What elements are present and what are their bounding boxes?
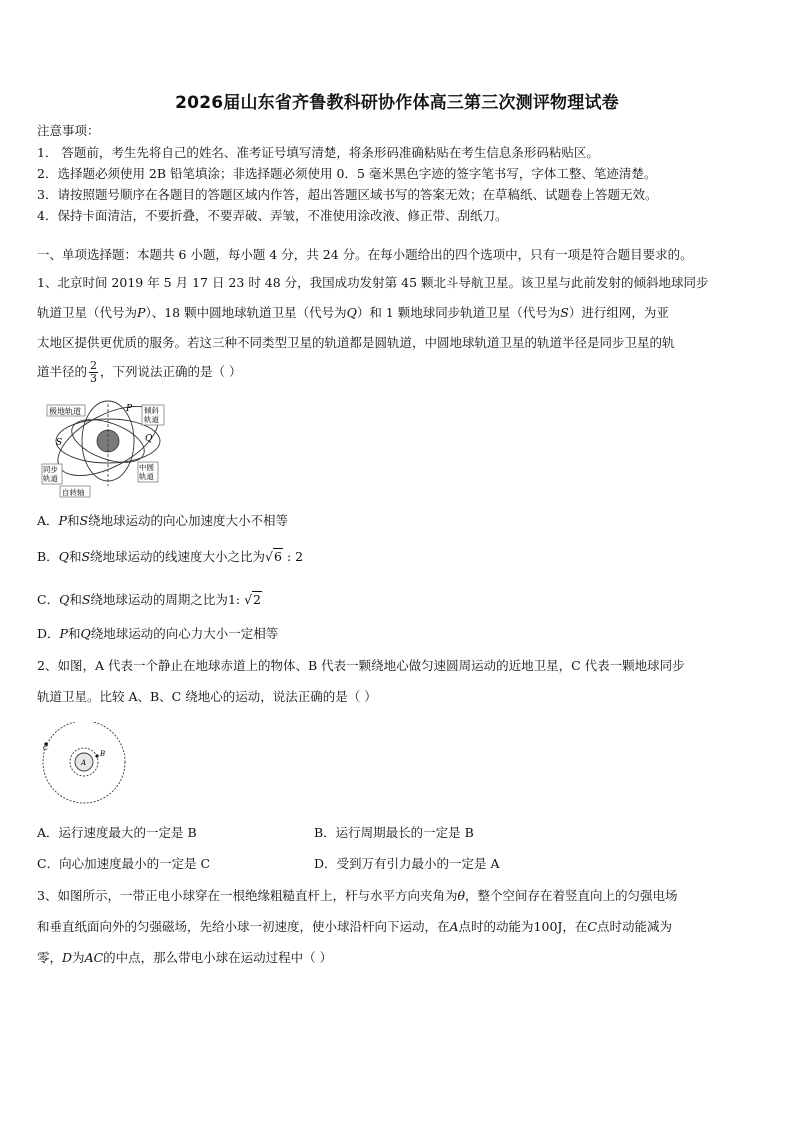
geo-label-2: 轨道 — [43, 474, 58, 483]
option-prefix: C． — [37, 592, 60, 607]
inclined-label-1: 倾斜 — [144, 406, 159, 415]
q3-text: 点时动能减为 — [597, 919, 673, 934]
q1-option-b[interactable] — [37, 547, 303, 565]
var-s: S — [81, 592, 91, 607]
q3-line-3 — [37, 948, 332, 966]
option-text: 和 — [67, 626, 81, 641]
var-q: Q — [58, 549, 69, 564]
q1-text: 轨道卫星（代号为 — [37, 305, 138, 320]
sqrt-sign: √ — [244, 592, 253, 607]
q3-text: 3、如图所示，一带正电小球穿在一根绝缘粗糙直杆上，杆与水平方向夹角为 — [37, 888, 458, 903]
inclined-label — [144, 405, 159, 424]
meo-label — [139, 462, 154, 481]
option-text: 和 — [66, 513, 80, 528]
q1-option-c[interactable] — [37, 590, 262, 608]
q1-text: ）进行组网，为亚 — [568, 305, 669, 320]
var-s: S — [81, 549, 91, 564]
q1-text: 道半径的 — [37, 364, 88, 379]
q1-line-4 — [37, 360, 242, 385]
meo-label-1: 中圆 — [139, 463, 154, 472]
option-text: 绕地球运动的向心加速度大小不相等 — [88, 513, 289, 528]
point-a: A — [449, 919, 459, 934]
option-text: 绕地球运动的线速度大小之比为 — [90, 549, 266, 564]
fraction-denominator: 3 — [90, 372, 98, 385]
polar-label: 极地轨道 — [49, 407, 81, 416]
inclined-label-2: 轨道 — [144, 415, 159, 424]
q1-text: ）和 1 颗地球同步轨道卫星（代号为 — [356, 305, 561, 320]
q3-text: ，整个空间存在着竖直向上的匀强电场 — [465, 888, 678, 903]
page-title: 2026届山东省齐鲁教科研协作体高三第三次测评物理试卷 — [175, 93, 619, 113]
note-item-2: 2．选择题必须使用 2B 铅笔填涂；非选择题必须使用 0．5 毫米黑色字迹的签字笔书写，字体工整、笔迹清楚。 — [37, 166, 657, 181]
notes-heading: 注意事项： — [37, 123, 100, 138]
q2-option-d[interactable]: D．受到万有引力最小的一定是 A — [314, 856, 500, 871]
option-text: : 2 — [282, 549, 304, 564]
note-item-3: 3．请按照题号顺序在各题目的答题区域内作答，超出答题区域书写的答案无效；在草稿纸、试题卷上答题无效。 — [37, 187, 658, 202]
q1-line-3: 太地区提供更优质的服务。若这三种不同类型卫星的轨道都是圆轨道，中圆地球轨道卫星的轨道半径是同步卫星的轨 — [37, 335, 675, 350]
section-header: 一、单项选择题：本题共 6 小题，每小题 4 分，共 24 分。在每小题给出的四个选项中，只有一项是符合题目要求的。 — [37, 247, 693, 262]
option-text: 1: — [227, 592, 245, 607]
note-item-1: 1． 答题前，考生先将自己的姓名、准考证号填写清楚，将条形码准确粘贴在考生信息条形码粘贴区。 — [37, 145, 599, 160]
satellite-b-icon — [95, 754, 98, 757]
sqrt-sign: √ — [265, 549, 274, 564]
q1-line-1: 1、北京时间 2019 年 5 月 17 日 23 时 48 分，我国成功发射第 45 颗北斗导航卫星。该卫星与此前发射的倾斜地球同步 — [37, 275, 709, 290]
s-label: S — [56, 438, 63, 448]
point-d: D — [62, 950, 73, 965]
q1-text: ，下列说法正确的是（ ） — [100, 364, 242, 379]
option-text: 绕地球运动的向心力大小一定相等 — [90, 626, 279, 641]
var-q: Q — [59, 592, 70, 607]
var-s: S — [560, 305, 569, 320]
var-theta: θ — [457, 888, 465, 903]
q2-option-c[interactable]: C．向心加速度最小的一定是 C — [37, 856, 211, 871]
q2-line-1: 2、如图，A 代表一个静止在地球赤道上的物体、B 代表一颗绕地心做匀速圆周运动的近地卫星，C 代表一颗地球同步 — [37, 658, 685, 673]
option-text: 和 — [68, 549, 82, 564]
axis-label: 自转轴 — [62, 488, 85, 497]
q2-option-b[interactable]: B．运行周期最长的一定是 B — [314, 825, 474, 840]
label-c: C — [43, 744, 49, 752]
q3-text: 为 — [72, 950, 85, 965]
q1-option-a[interactable] — [37, 511, 288, 529]
var-q: Q — [346, 305, 357, 320]
label-b: B — [100, 750, 106, 758]
label-a: A — [81, 759, 87, 767]
q2-option-a[interactable]: A．运行速度最大的一定是 B — [37, 825, 197, 840]
geo-label — [43, 464, 58, 483]
segment-ac: AC — [84, 950, 104, 965]
q1-line-2 — [37, 303, 669, 321]
q3-text: 的中点，那么带电小球在运动过程中（ ） — [103, 950, 333, 965]
note-item-4: 4．保持卡面清洁，不要折叠，不要弄破、弄皱，不准使用涂改液、修正带、刮纸刀。 — [37, 208, 508, 223]
orbit-diagram — [38, 398, 180, 500]
radicand: 2 — [253, 592, 261, 607]
option-prefix: A． — [37, 513, 59, 528]
p-label: P — [126, 404, 133, 414]
option-prefix: D． — [37, 626, 60, 641]
var-p: P — [59, 626, 68, 641]
option-text: 绕地球运动的周期之比为 — [90, 592, 228, 607]
var-p: P — [137, 305, 146, 320]
q3-line-2 — [37, 917, 672, 935]
q3-text: 点时的动能为100J，在 — [458, 919, 588, 934]
radicand: 6 — [274, 549, 282, 564]
geo-label-1: 同步 — [43, 465, 58, 474]
q3-text: 和垂直纸面向外的匀强磁场，先给小球一初速度，使小球沿杆向下运动，在 — [37, 919, 450, 934]
q1-text: ）、18 颗中圆地球轨道卫星（代号为 — [145, 305, 347, 320]
earth-satellite-diagram — [38, 722, 130, 806]
var-s: S — [79, 513, 89, 528]
q3-text: 零， — [37, 950, 63, 965]
fraction — [89, 360, 98, 385]
var-q: Q — [80, 626, 91, 641]
q-label: Q — [145, 434, 153, 444]
meo-label-2: 轨道 — [139, 472, 154, 481]
fraction-numerator: 2 — [90, 359, 98, 372]
option-prefix: B． — [37, 549, 59, 564]
point-c: C — [587, 919, 597, 934]
option-text: 和 — [69, 592, 82, 607]
var-p: P — [58, 513, 67, 528]
q1-option-d[interactable] — [37, 624, 278, 642]
q3-line-1 — [37, 886, 678, 904]
q2-line-2: 轨道卫星。比较 A、B、C 绕地心的运动，说法正确的是（ ） — [37, 689, 377, 704]
